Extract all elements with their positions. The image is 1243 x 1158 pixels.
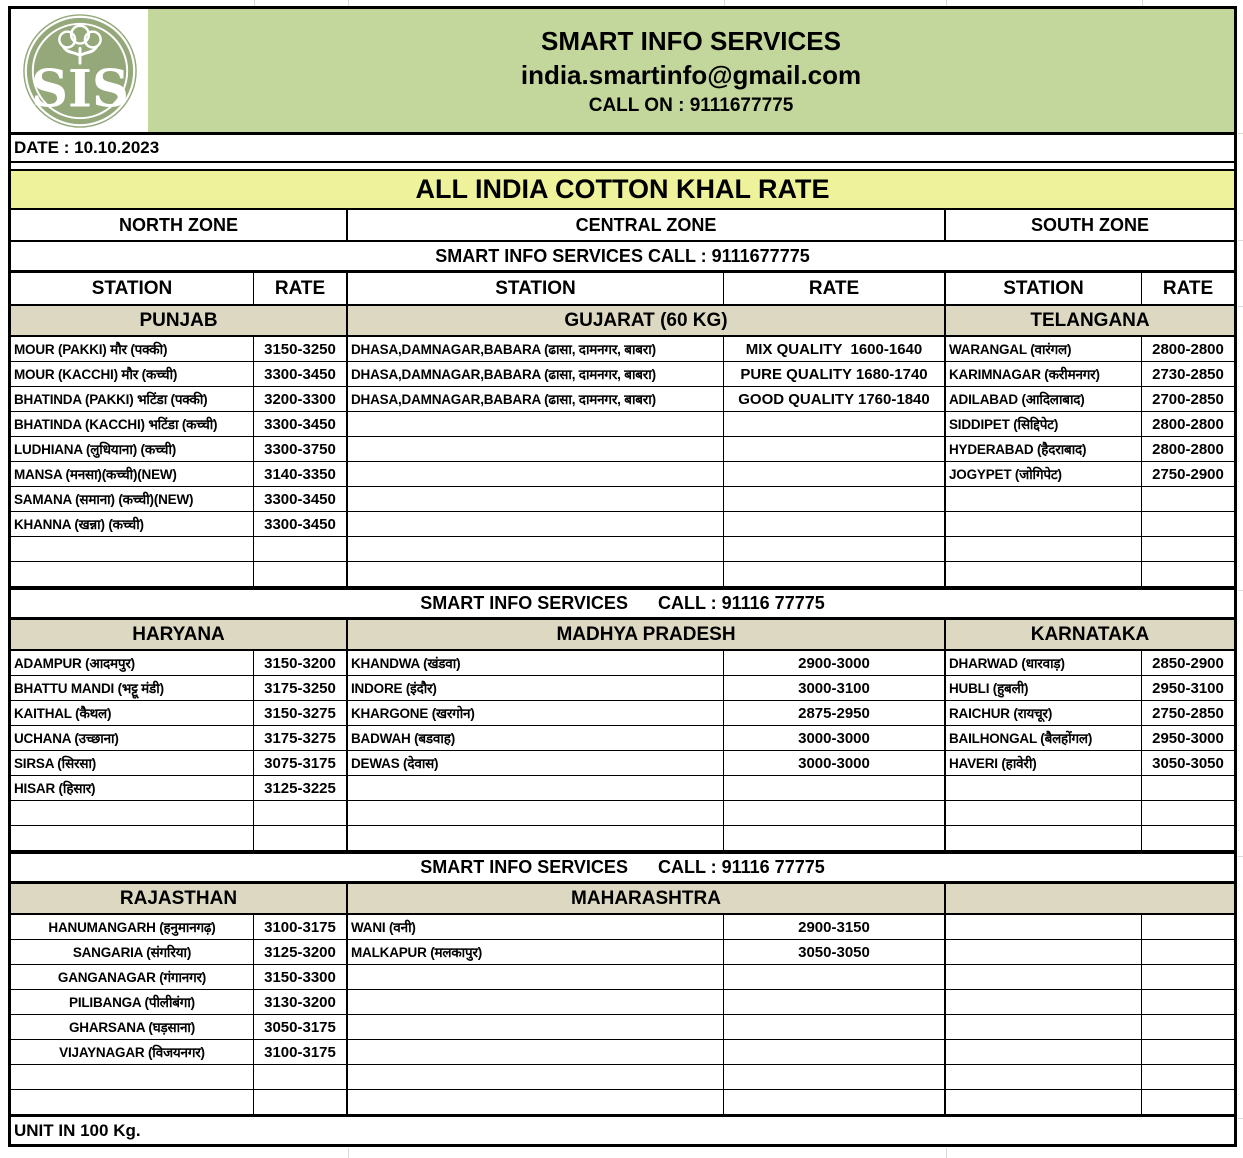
station-cell[interactable]: HAVERI (हावेरी) (946, 751, 1142, 776)
station-cell[interactable] (348, 1065, 724, 1090)
rate-cell[interactable]: 3200-3300 (254, 387, 348, 412)
rate-band-north-central-south-3 (11, 884, 1234, 1115)
station-cell[interactable] (348, 776, 724, 801)
unit-note-cell[interactable]: UNIT IN 100 Kg. (11, 1115, 1234, 1144)
rate-cell[interactable] (724, 776, 946, 801)
rate-cell[interactable] (1142, 965, 1234, 990)
rate-cell[interactable] (1142, 1065, 1234, 1090)
rate-cell[interactable]: 3300-3450 (254, 362, 348, 387)
station-cell[interactable]: GHARSANA (घड़साना) (11, 1015, 254, 1040)
station-cell[interactable]: DHASA,DAMNAGAR,BABARA (ढासा, दामनगर, बाबरा) (348, 337, 724, 362)
zone-central[interactable]: CENTRAL ZONE (348, 210, 946, 242)
station-cell[interactable]: BHATINDA (PAKKI) भटिंडा (पक्की) (11, 387, 254, 412)
rate-cell[interactable] (724, 412, 946, 437)
rate-cell[interactable]: 3150-3275 (254, 701, 348, 726)
company-header-band (11, 9, 1234, 135)
station-cell[interactable] (348, 1040, 724, 1065)
rate-cell[interactable] (724, 826, 946, 851)
rate-cell[interactable]: 2900-3000 (724, 651, 946, 676)
gridline (1238, 240, 1243, 241)
section-header[interactable]: PUNJAB (11, 306, 348, 337)
sis-logo-image (19, 12, 141, 130)
station-cell[interactable]: JOGYPET (जोगिपेट) (946, 462, 1142, 487)
section-header[interactable]: KARNATAKA (946, 620, 1234, 651)
rate-cell[interactable]: 2750-2900 (1142, 462, 1234, 487)
station-cell[interactable]: BHATTU MANDI (भट्टू मंडी) (11, 676, 254, 701)
station-cell[interactable] (348, 801, 724, 826)
station-cell[interactable]: HISAR (हिसार) (11, 776, 254, 801)
rate-cell[interactable]: 2875-2950 (724, 701, 946, 726)
section-header[interactable]: RAJASTHAN (11, 884, 348, 915)
col-header-rate[interactable]: RATE (254, 273, 348, 306)
station-cell[interactable] (946, 1090, 1142, 1115)
rate-cell[interactable] (724, 1065, 946, 1090)
station-cell[interactable]: VIJAYNAGAR (विजयनगर) (11, 1040, 254, 1065)
gridline (1238, 590, 1243, 591)
rate-cell[interactable]: 2800-2800 (1142, 412, 1234, 437)
station-cell[interactable]: SIRSA (सिरसा) (11, 751, 254, 776)
station-cell[interactable]: DHARWAD (धारवाड़) (946, 651, 1142, 676)
rate-cell[interactable]: 3150-3250 (254, 337, 348, 362)
station-cell[interactable] (348, 537, 724, 562)
section-header[interactable]: GUJARAT (60 KG) (348, 306, 946, 337)
station-cell[interactable] (946, 1015, 1142, 1040)
station-cell[interactable]: INDORE (इंदौर) (348, 676, 724, 701)
rate-cell[interactable] (1142, 801, 1234, 826)
rate-cell[interactable] (254, 1090, 348, 1115)
rate-cell[interactable] (724, 1040, 946, 1065)
rate-cell[interactable]: 3300-3450 (254, 487, 348, 512)
station-cell[interactable] (946, 487, 1142, 512)
call-info-row[interactable]: SMART INFO SERVICES CALL : 91116 77775 (11, 587, 1234, 620)
rate-cell[interactable] (254, 801, 348, 826)
station-cell[interactable] (348, 1090, 724, 1115)
rate-cell[interactable] (724, 537, 946, 562)
station-cell[interactable] (348, 826, 724, 851)
station-cell[interactable]: KHANDWA (खंडवा) (348, 651, 724, 676)
station-cell[interactable]: DEWAS (देवास) (348, 751, 724, 776)
station-cell[interactable] (348, 462, 724, 487)
rate-cell[interactable] (1142, 512, 1234, 537)
station-cell[interactable] (348, 1015, 724, 1040)
gridline (1238, 133, 1243, 134)
station-cell[interactable]: BHATINDA (KACCHI) भटिंडा (कच्ची) (11, 412, 254, 437)
station-cell[interactable]: DHASA,DAMNAGAR,BABARA (ढासा, दामनगर, बाबरा) (348, 387, 724, 412)
station-cell[interactable]: BAILHONGAL (बैलहोंगल) (946, 726, 1142, 751)
station-cell[interactable]: MOUR (PAKKI) मौर (पक्की) (11, 337, 254, 362)
station-cell[interactable] (11, 826, 254, 851)
rate-cell[interactable]: 3000-3100 (724, 676, 946, 701)
station-cell[interactable]: KHARGONE (खरगोन) (348, 701, 724, 726)
station-cell[interactable] (348, 965, 724, 990)
rate-cell[interactable]: 3300-3450 (254, 412, 348, 437)
rate-cell[interactable]: PURE QUALITY 1680-1740 (724, 362, 946, 387)
station-cell[interactable] (946, 965, 1142, 990)
gridline (946, 0, 947, 6)
station-cell[interactable] (946, 990, 1142, 1015)
station-cell[interactable] (946, 776, 1142, 801)
rate-cell[interactable] (1142, 915, 1234, 940)
station-cell[interactable]: SANGARIA (संगरिया) (11, 940, 254, 965)
rate-cell[interactable]: 3100-3175 (254, 915, 348, 940)
rate-cell[interactable] (724, 562, 946, 587)
zone-header-row (11, 210, 1234, 242)
col-header-rate[interactable]: RATE (724, 273, 946, 306)
station-cell[interactable] (348, 412, 724, 437)
rate-cell[interactable] (254, 537, 348, 562)
station-cell[interactable]: SIDDIPET (सिद्दिपेट) (946, 412, 1142, 437)
station-cell[interactable] (11, 537, 254, 562)
station-cell[interactable]: WARANGAL (वारंगल) (946, 337, 1142, 362)
rate-cell[interactable]: 3150-3300 (254, 965, 348, 990)
company-email: india.smartinfo@gmail.com (520, 59, 862, 90)
rate-cell[interactable]: 2800-2800 (1142, 337, 1234, 362)
rate-cell[interactable] (1142, 1090, 1234, 1115)
rate-cell[interactable]: 3050-3050 (724, 940, 946, 965)
gridline (724, 0, 725, 6)
station-cell[interactable]: HANUMANGARH (हनुमानगढ़) (11, 915, 254, 940)
station-cell[interactable] (348, 487, 724, 512)
col-header-station[interactable]: STATION (946, 273, 1142, 306)
rate-cell[interactable] (1142, 562, 1234, 587)
col-header-station[interactable]: STATION (348, 273, 724, 306)
station-cell[interactable]: ADILABAD (आदिलाबाद) (946, 387, 1142, 412)
rate-cell[interactable]: 2730-2850 (1142, 362, 1234, 387)
station-cell[interactable] (946, 512, 1142, 537)
station-cell[interactable]: KAITHAL (कैथल) (11, 701, 254, 726)
rate-cell[interactable] (724, 512, 946, 537)
sis-logo (11, 9, 148, 132)
rate-cell[interactable] (1142, 1040, 1234, 1065)
gridline (1238, 856, 1243, 857)
station-cell[interactable]: PILIBANGA (पीलीबंगा) (11, 990, 254, 1015)
rate-cell[interactable]: 3130-3200 (254, 990, 348, 1015)
rate-cell[interactable]: 3050-3175 (254, 1015, 348, 1040)
station-cell[interactable]: SAMANA (समाना) (कच्ची)(NEW) (11, 487, 254, 512)
station-cell[interactable]: WANI (वनी) (348, 915, 724, 940)
rate-cell[interactable] (724, 487, 946, 512)
rate-cell[interactable] (1142, 1015, 1234, 1040)
rate-cell[interactable] (1142, 487, 1234, 512)
rate-cell[interactable] (724, 437, 946, 462)
rate-cell[interactable] (1142, 990, 1234, 1015)
column-header-row (11, 273, 1234, 306)
gridline (254, 0, 255, 6)
rate-cell[interactable]: 2800-2800 (1142, 437, 1234, 462)
station-cell[interactable]: GANGANAGAR (गंगानगर) (11, 965, 254, 990)
rate-cell[interactable] (724, 1015, 946, 1040)
station-cell[interactable] (11, 562, 254, 587)
gridline (1238, 306, 1243, 307)
rate-cell[interactable] (254, 562, 348, 587)
call-info-row[interactable]: SMART INFO SERVICES CALL : 9111677775 (11, 242, 1234, 273)
station-cell[interactable] (946, 1040, 1142, 1065)
rate-cell[interactable] (724, 1090, 946, 1115)
station-cell[interactable]: UCHANA (उच्छाना) (11, 726, 254, 751)
rate-cell[interactable] (1142, 537, 1234, 562)
rate-cell[interactable]: GOOD QUALITY 1760-1840 (724, 387, 946, 412)
rate-band-north-central-south-1 (11, 306, 1234, 587)
rate-cell[interactable] (1142, 940, 1234, 965)
rate-cell[interactable] (724, 990, 946, 1015)
rate-cell[interactable]: 3100-3175 (254, 1040, 348, 1065)
station-cell[interactable]: HYDERABAD (हैदराबाद) (946, 437, 1142, 462)
company-name: SMART INFO SERVICES (540, 25, 841, 56)
station-cell[interactable] (946, 801, 1142, 826)
station-cell[interactable]: MALKAPUR (मलकापुर) (348, 940, 724, 965)
station-cell[interactable] (11, 801, 254, 826)
col-header-station[interactable]: STATION (11, 273, 254, 306)
rate-cell[interactable]: 3125-3200 (254, 940, 348, 965)
rate-cell[interactable] (724, 965, 946, 990)
svg-text:SIS: SIS (30, 58, 129, 119)
rate-cell[interactable]: 3000-3000 (724, 726, 946, 751)
rate-cell[interactable] (724, 801, 946, 826)
rate-cell[interactable]: 3125-3225 (254, 776, 348, 801)
rate-cell[interactable]: 2950-3100 (1142, 676, 1234, 701)
rate-cell[interactable]: 2900-3150 (724, 915, 946, 940)
station-cell[interactable]: HUBLI (हुबली) (946, 676, 1142, 701)
gridline (348, 0, 349, 6)
rate-cell[interactable]: 3000-3000 (724, 751, 946, 776)
rate-cell[interactable]: 3075-3175 (254, 751, 348, 776)
station-cell[interactable] (11, 1065, 254, 1090)
station-cell[interactable]: MOUR (KACCHI) मौर (कच्ची) (11, 362, 254, 387)
rate-cell[interactable]: 3300-3450 (254, 512, 348, 537)
station-cell[interactable] (946, 940, 1142, 965)
rate-cell[interactable]: 3175-3250 (254, 676, 348, 701)
call-on-line: CALL ON : 9111677775 (588, 94, 794, 116)
station-cell[interactable] (946, 826, 1142, 851)
company-header-cell[interactable] (148, 9, 1234, 132)
station-cell[interactable]: KHANNA (खन्ना) (कच्ची) (11, 512, 254, 537)
rate-cell[interactable] (724, 462, 946, 487)
rate-cell[interactable] (254, 1065, 348, 1090)
rate-cell[interactable]: 2950-3000 (1142, 726, 1234, 751)
station-cell[interactable] (11, 1090, 254, 1115)
rate-cell[interactable] (1142, 776, 1234, 801)
gridline (946, 1148, 947, 1158)
station-cell[interactable]: KARIMNAGAR (करीमनगर) (946, 362, 1142, 387)
station-cell[interactable] (946, 562, 1142, 587)
gridline (1238, 1118, 1243, 1119)
station-cell[interactable] (946, 537, 1142, 562)
rate-cell[interactable]: 2700-2850 (1142, 387, 1234, 412)
rate-cell[interactable]: 3140-3350 (254, 462, 348, 487)
station-cell[interactable]: LUDHIANA (लुधियाना) (कच्ची) (11, 437, 254, 462)
report-title-banner[interactable]: ALL INDIA COTTON KHAL RATE (11, 169, 1234, 210)
section-header[interactable]: HARYANA (11, 620, 348, 651)
station-cell[interactable]: ADAMPUR (आदमपुर) (11, 651, 254, 676)
station-cell[interactable] (348, 990, 724, 1015)
section-header[interactable]: TELANGANA (946, 306, 1234, 337)
rate-cell[interactable]: MIX QUALITY 1600-1640 (724, 337, 946, 362)
station-cell[interactable]: MANSA (मनसा)(कच्ची)(NEW) (11, 462, 254, 487)
call-info-row[interactable]: SMART INFO SERVICES CALL : 91116 77775 (11, 851, 1234, 884)
rate-cell[interactable]: 3050-3050 (1142, 751, 1234, 776)
rate-cell[interactable] (1142, 826, 1234, 851)
rate-band-north-central-south-2 (11, 620, 1234, 851)
rate-sheet (8, 6, 1237, 1147)
station-cell[interactable] (348, 562, 724, 587)
rate-cell[interactable]: 3300-3750 (254, 437, 348, 462)
section-header[interactable]: MADHYA PRADESH (348, 620, 946, 651)
station-cell[interactable]: RAICHUR (रायचूर) (946, 701, 1142, 726)
section-header[interactable] (946, 884, 1234, 915)
rate-cell[interactable]: 2850-2900 (1142, 651, 1234, 676)
station-cell[interactable]: DHASA,DAMNAGAR,BABARA (ढासा, दामनगर, बाबरा) (348, 362, 724, 387)
zone-north[interactable]: NORTH ZONE (11, 210, 348, 242)
zone-south[interactable]: SOUTH ZONE (946, 210, 1234, 242)
station-cell[interactable] (348, 437, 724, 462)
station-cell[interactable] (348, 512, 724, 537)
col-header-rate[interactable]: RATE (1142, 273, 1234, 306)
gridline (348, 1148, 349, 1158)
station-cell[interactable] (946, 915, 1142, 940)
rate-cell[interactable] (254, 826, 348, 851)
section-header[interactable]: MAHARASHTRA (348, 884, 946, 915)
rate-cell[interactable]: 2750-2850 (1142, 701, 1234, 726)
rate-cell[interactable]: 3150-3200 (254, 651, 348, 676)
rate-cell[interactable]: 3175-3275 (254, 726, 348, 751)
gridline (1142, 0, 1143, 6)
date-cell[interactable]: DATE : 10.10.2023 (11, 135, 1234, 163)
station-cell[interactable] (946, 1065, 1142, 1090)
station-cell[interactable]: BADWAH (बडवाह) (348, 726, 724, 751)
